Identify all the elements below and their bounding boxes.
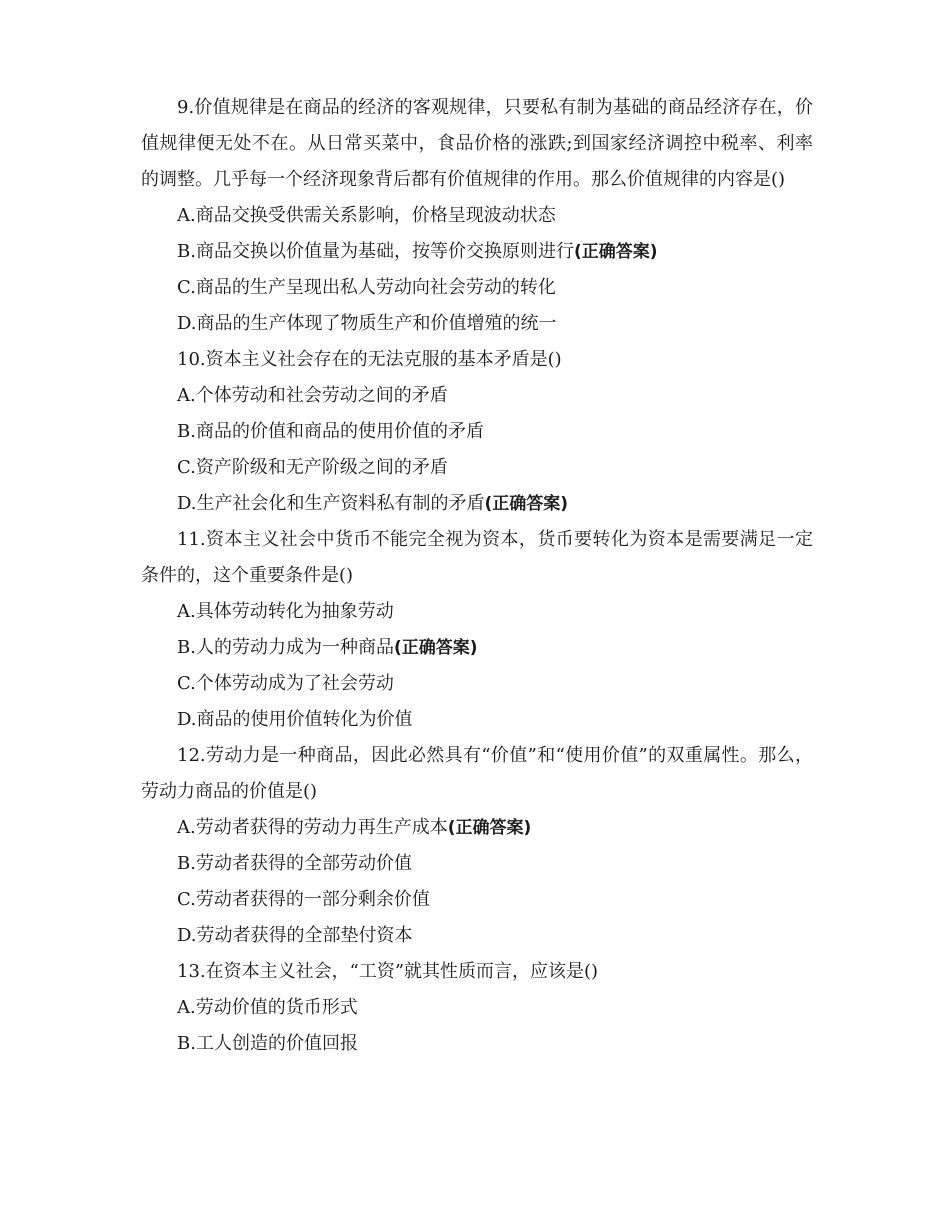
- question-11-option-d: [141, 702, 813, 738]
- question-9-option-d: [141, 306, 813, 342]
- question-11-option-c: [141, 666, 813, 702]
- option-text: A.劳动价值的货币形式: [177, 997, 358, 1018]
- option-text: D.商品的生产体现了物质生产和价值增殖的统一: [177, 313, 557, 334]
- question-12-option-a: [141, 810, 813, 846]
- option-text: A.具体劳动转化为抽象劳动: [177, 601, 394, 622]
- option-text: A.商品交换受供需关系影响，价格呈现波动状态: [177, 205, 556, 226]
- option-text: B.劳动者获得的全部劳动价值: [177, 853, 412, 874]
- question-13-option-a: [141, 990, 813, 1026]
- option-text: C.资产阶级和无产阶级之间的矛盾: [177, 457, 448, 478]
- option-text: C.商品的生产呈现出私人劳动向社会劳动的转化: [177, 277, 556, 298]
- option-text: C.个体劳动成为了社会劳动: [177, 673, 394, 694]
- question-10-option-d: [141, 486, 813, 522]
- question-list: [141, 90, 813, 1062]
- correct-answer-mark: (正确答案): [393, 638, 478, 658]
- option-text: B.工人创造的价值回报: [177, 1033, 358, 1054]
- question-12-stem: 12.劳动力是一种商品，因此必然具有“价值”和“使用价值”的双重属性。那么，劳动力商品的价值是(): [141, 745, 813, 802]
- question-12-option-c: [141, 882, 813, 918]
- question-9-option-a: [141, 198, 813, 234]
- option-text: A.个体劳动和社会劳动之间的矛盾: [177, 385, 448, 406]
- question-13-stem: 13.在资本主义社会，“工资”就其性质而言，应该是(): [177, 961, 599, 982]
- correct-answer-mark: (正确答案): [484, 494, 569, 514]
- option-text: B.商品的价值和商品的使用价值的矛盾: [177, 421, 484, 442]
- question-11-option-b: [141, 630, 813, 666]
- question-9-option-b: [141, 234, 813, 270]
- question-10-option-b: [141, 414, 813, 450]
- question-12-option-b: [141, 846, 813, 882]
- question-10-option-c: [141, 450, 813, 486]
- question-9-option-c: [141, 270, 813, 306]
- option-text: B.商品交换以价值量为基础，按等价交换原则进行: [177, 241, 574, 262]
- question-13-option-b: [141, 1026, 813, 1062]
- option-text: C.劳动者获得的一部分剩余价值: [177, 889, 430, 910]
- question-12-option-d: [141, 918, 813, 954]
- question-11-option-a: [141, 594, 813, 630]
- option-text: D.劳动者获得的全部垫付资本: [177, 925, 413, 946]
- question-10-option-a: [141, 378, 813, 414]
- correct-answer-mark: (正确答案): [447, 818, 532, 838]
- question-11-stem: 11.资本主义社会中货币不能完全视为资本，货币要转化为资本是需要满足一定条件的，这个重要条件是(): [141, 529, 813, 586]
- correct-answer-mark: (正确答案): [573, 242, 658, 262]
- option-text: D.生产社会化和生产资料私有制的矛盾: [177, 493, 485, 514]
- option-text: D.商品的使用价值转化为价值: [177, 709, 413, 730]
- question-9-stem: 9.价值规律是在商品的经济的客观规律，只要私有制为基础的商品经济存在，价值规律便无处不在。从日常买菜中，食品价格的涨跌;到国家经济调控中税率、利率的调整。几乎每一个经济现象背后都有价值规律的作用。那么价值规律的内容是(): [141, 97, 813, 190]
- option-text: A.劳动者获得的劳动力再生产成本: [177, 817, 448, 838]
- option-text: B.人的劳动力成为一种商品: [177, 637, 394, 658]
- question-10-stem: 10.资本主义社会存在的无法克服的基本矛盾是(): [177, 349, 562, 370]
